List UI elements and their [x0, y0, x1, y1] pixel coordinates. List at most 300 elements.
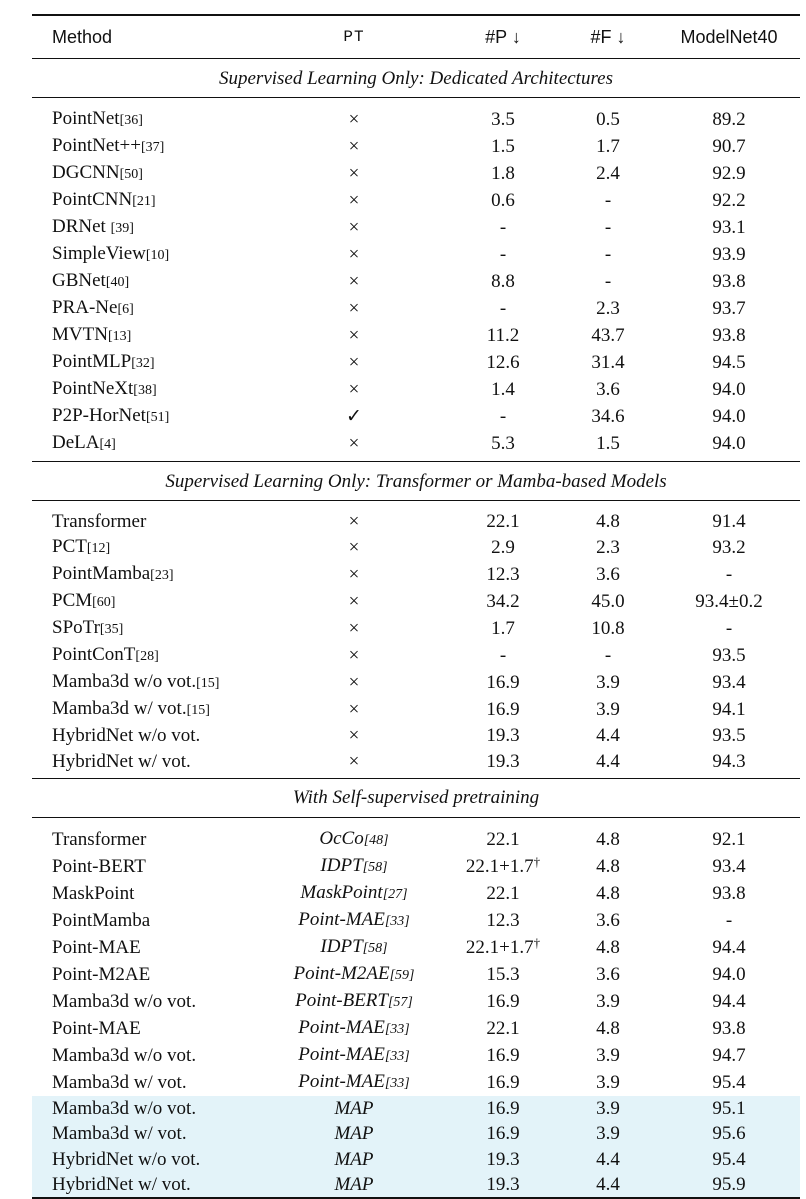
flops-cell: 3.6	[596, 909, 620, 931]
params-value: 22.1+1.7	[465, 936, 534, 958]
pretrain-cell	[260, 561, 448, 588]
accuracy-cell: 94.4	[712, 990, 746, 1012]
method-citation: [60]	[92, 595, 116, 611]
method-cell	[32, 349, 260, 376]
accuracy-cell: 93.9	[712, 244, 746, 265]
params-value: 5.3	[491, 433, 515, 454]
table-row	[32, 1096, 800, 1121]
params-cell	[448, 696, 558, 723]
pretrain-cell	[260, 853, 448, 880]
method-cell	[32, 187, 260, 214]
flops-cell: 4.8	[596, 1017, 620, 1039]
flops-cell: 3.9	[558, 1121, 658, 1146]
table-row	[32, 1172, 800, 1198]
method-cell	[32, 322, 260, 349]
pretrain-cell	[260, 588, 448, 615]
method-cell	[32, 749, 260, 774]
method-name: DRNet	[52, 216, 111, 237]
params-cell	[448, 880, 558, 907]
section-title: With Self-supervised pretraining	[32, 778, 800, 817]
pretrain-citation: [27]	[382, 886, 408, 902]
method-name: PointMamba	[52, 563, 151, 585]
method-cell	[32, 696, 260, 723]
params-value: 12.6	[486, 352, 520, 373]
accuracy-cell: 92.2	[712, 190, 746, 211]
table-row	[32, 826, 800, 853]
spacer-cell	[32, 98, 800, 107]
method-cell	[32, 1096, 260, 1121]
pretrain-name: Point-MAE	[298, 1070, 385, 1092]
accuracy-cell: 93.8	[712, 882, 746, 904]
method-citation: [12]	[86, 541, 111, 557]
method-name: HybridNet w/ vot.	[52, 750, 191, 772]
pretrain-mark: ×	[348, 618, 360, 640]
table-row	[32, 561, 800, 588]
pretrain-cell	[260, 295, 448, 322]
table-row	[32, 615, 800, 642]
params-cell	[448, 1172, 558, 1198]
method-name: Point-BERT	[52, 855, 146, 877]
params-cell	[448, 160, 558, 187]
section-title: Supervised Learning Only: Dedicated Architectures	[32, 59, 800, 98]
accuracy-cell: 92.1	[712, 828, 746, 850]
flops-cell: 0.5	[596, 109, 620, 130]
flops-cell: 4.8	[596, 855, 620, 877]
method-cell	[32, 534, 260, 561]
pretrain-citation: [57]	[387, 994, 413, 1010]
pretrain-cell	[260, 749, 448, 774]
flops-cell: 34.6	[591, 406, 625, 427]
params-value: -	[499, 645, 507, 667]
accuracy-cell: 93.4	[712, 672, 746, 694]
page-footer-crop	[0, 1178, 806, 1184]
params-value: 8.8	[491, 271, 515, 292]
table-row	[32, 322, 800, 349]
section-header-row	[32, 778, 800, 817]
table-row	[32, 1146, 800, 1171]
pretrain-citation: [33]	[384, 913, 410, 929]
table-row	[32, 696, 800, 723]
table-row	[32, 907, 800, 934]
accuracy-cell: 94.1	[712, 699, 746, 721]
flops-cell: 3.6	[596, 564, 620, 586]
flops-cell: 1.7	[596, 136, 620, 157]
method-cell	[32, 880, 260, 907]
table-row	[32, 853, 800, 880]
spacer-cell	[32, 817, 800, 826]
method-name: Transformer	[52, 511, 147, 533]
header-method: Method	[32, 15, 260, 59]
accuracy-cell: -	[725, 909, 733, 931]
flops-cell: -	[604, 217, 612, 238]
pretrain-name: Point-MAE	[298, 1043, 385, 1065]
method-cell	[32, 669, 260, 696]
params-value: 16.9	[486, 672, 520, 694]
table-row	[32, 295, 800, 322]
pretrain-name: IDPT	[320, 935, 363, 957]
flops-cell: 3.9	[596, 990, 620, 1012]
flops-cell: 4.4	[558, 1172, 658, 1198]
method-name: Mamba3d w/o vot.	[52, 1098, 197, 1120]
method-cell	[32, 1146, 260, 1171]
method-name: Point-MAE	[52, 936, 141, 958]
params-value: 1.8	[491, 163, 515, 184]
pretrain-cell	[260, 961, 448, 988]
pretrain-cell	[260, 1015, 448, 1042]
pretrain-method	[294, 963, 415, 984]
method-name: PointNeXt	[52, 378, 134, 399]
params-cell	[448, 1015, 558, 1042]
accuracy-cell: -	[725, 564, 733, 586]
accuracy-cell: 94.0	[712, 433, 746, 454]
pretrain-method	[334, 1149, 373, 1170]
dagger-mark: †	[533, 853, 541, 869]
method-citation: [39]	[110, 221, 134, 236]
table-row	[32, 403, 800, 430]
method-citation: [32]	[131, 356, 155, 371]
accuracy-cell: 93.8	[712, 271, 746, 292]
params-value: 22.1	[486, 828, 520, 850]
flops-cell: -	[604, 271, 612, 292]
pretrain-method	[319, 828, 388, 849]
pretrain-cell	[260, 1172, 448, 1198]
params-value: 15.3	[486, 963, 520, 985]
pretrain-name: MAP	[334, 1123, 374, 1145]
params-value: 19.3	[486, 1148, 520, 1170]
section-spacer	[32, 98, 800, 107]
accuracy-cell: 93.2	[712, 537, 746, 559]
pretrain-name: Point-M2AE	[293, 962, 390, 984]
method-name: SimpleView	[52, 243, 146, 264]
pretrain-name: Point-MAE	[298, 1016, 385, 1038]
pretrain-mark: ×	[348, 433, 360, 454]
flops-cell: 2.4	[596, 163, 620, 184]
method-name: Mamba3d w/o vot.	[52, 1044, 197, 1066]
pretrain-name: MAP	[334, 1173, 374, 1195]
method-citation: [36]	[119, 113, 143, 128]
pretrain-method	[334, 1098, 373, 1119]
flops-cell: 4.8	[596, 936, 620, 958]
accuracy-cell: 94.0	[712, 963, 746, 985]
flops-cell: -	[604, 190, 612, 211]
accuracy-cell: 94.4	[712, 936, 746, 958]
pretrain-cell	[260, 1096, 448, 1121]
pretrain-cell	[260, 696, 448, 723]
pretrain-cell	[260, 349, 448, 376]
method-name: PointNet++	[52, 135, 141, 156]
pretrain-citation: [58]	[362, 859, 388, 875]
method-name: PointNet	[52, 108, 120, 129]
method-name: Mamba3d w/ vot.	[52, 1071, 187, 1093]
method-name: SPoTr	[52, 617, 100, 639]
table-row	[32, 961, 800, 988]
flops-cell: 4.4	[596, 750, 620, 772]
pretrain-cell	[260, 322, 448, 349]
pretrain-citation: [48]	[363, 832, 389, 848]
method-cell	[32, 1015, 260, 1042]
method-citation: [28]	[135, 649, 159, 665]
pretrain-mark: ×	[348, 725, 360, 747]
params-value: 0.6	[491, 190, 515, 211]
table-row	[32, 749, 800, 774]
flops-cell: 10.8	[591, 618, 625, 640]
method-name: Mamba3d w/ vot.	[52, 1123, 187, 1145]
pretrain-citation: [33]	[384, 1048, 410, 1064]
params-value: 22.1	[486, 1017, 520, 1039]
params-cell	[448, 133, 558, 160]
pretrain-method	[295, 990, 413, 1011]
pretrain-cell	[260, 133, 448, 160]
method-name: PointMLP	[52, 351, 132, 372]
method-name: P2P-HorNet	[52, 405, 146, 426]
params-cell	[448, 214, 558, 241]
pretrain-mark: ×	[348, 750, 360, 772]
method-citation: [38]	[133, 383, 157, 398]
flops-cell: 3.9	[558, 1096, 658, 1121]
section-spacer	[32, 817, 800, 826]
accuracy-cell: 94.3	[712, 750, 746, 772]
accuracy-cell: 95.1	[658, 1096, 800, 1121]
params-value: 22.1	[486, 882, 520, 904]
table-body	[32, 59, 800, 1199]
header-dataset: ModelNet40	[658, 15, 800, 59]
flops-cell: 3.9	[596, 672, 620, 694]
header-pt: PT	[260, 15, 448, 59]
pretrain-cell	[260, 1042, 448, 1069]
method-name: PRA-Ne	[52, 297, 118, 318]
params-cell	[448, 187, 558, 214]
table-row	[32, 187, 800, 214]
params-cell	[448, 642, 558, 669]
method-name: PointConT	[52, 644, 136, 666]
accuracy-cell: 92.9	[712, 163, 746, 184]
pretrain-method	[298, 1044, 409, 1065]
method-cell	[32, 588, 260, 615]
method-cell	[32, 214, 260, 241]
pretrain-mark: ×	[348, 352, 360, 373]
pretrain-cell	[260, 642, 448, 669]
accuracy-cell: 93.4	[712, 855, 746, 877]
pretrain-mark: ×	[348, 325, 360, 346]
pretrain-cell	[260, 509, 448, 534]
pretrain-cell	[260, 826, 448, 853]
pretrain-cell	[260, 907, 448, 934]
pretrain-mark: ×	[348, 244, 360, 265]
method-name: PCM	[52, 590, 93, 612]
params-cell	[448, 376, 558, 403]
method-cell	[32, 376, 260, 403]
accuracy-cell: 94.5	[712, 352, 746, 373]
params-value: 16.9	[486, 1071, 520, 1093]
accuracy-cell: 93.5	[712, 725, 746, 747]
table-row	[32, 214, 800, 241]
method-name: Point-MAE	[52, 1017, 141, 1039]
accuracy-cell: 94.7	[712, 1044, 746, 1066]
method-name: GBNet	[52, 270, 106, 291]
accuracy-cell: 94.0	[712, 406, 746, 427]
method-name: MVTN	[52, 324, 108, 345]
results-table	[32, 14, 800, 1199]
params-cell	[448, 509, 558, 534]
pretrain-cell	[260, 214, 448, 241]
params-cell	[448, 403, 558, 430]
params-value: -	[499, 217, 507, 238]
pretrain-mark: ×	[348, 190, 360, 211]
accuracy-cell: 93.7	[712, 298, 746, 319]
method-citation: [51]	[145, 410, 170, 425]
flops-cell: 3.9	[596, 699, 620, 721]
params-value: -	[499, 244, 507, 265]
flops-cell: 3.9	[596, 1071, 620, 1093]
method-cell	[32, 907, 260, 934]
params-value: 34.2	[486, 591, 520, 613]
params-cell	[448, 934, 558, 961]
method-cell	[32, 403, 260, 430]
pretrain-citation: [33]	[384, 1075, 410, 1091]
accuracy-cell: 89.2	[712, 109, 746, 130]
pretrain-mark: ×	[348, 699, 360, 721]
pretrain-citation: [33]	[384, 1021, 410, 1037]
table-row	[32, 349, 800, 376]
section-header-row	[32, 462, 800, 501]
table-row	[32, 1121, 800, 1146]
pretrain-method	[298, 1071, 409, 1092]
method-cell	[32, 509, 260, 534]
pretrain-mark: ×	[348, 672, 360, 694]
pretrain-name: MAP	[334, 1148, 374, 1170]
method-name: DeLA	[52, 432, 100, 453]
accuracy-cell: 95.4	[712, 1071, 746, 1093]
accuracy-cell: 93.8	[712, 325, 746, 346]
params-cell	[448, 723, 558, 748]
pretrain-cell	[260, 268, 448, 295]
params-value: 1.7	[491, 618, 515, 640]
header-flops: #F ↓	[558, 15, 658, 59]
params-cell	[448, 561, 558, 588]
method-cell	[32, 934, 260, 961]
method-name: HybridNet w/ vot.	[52, 1173, 191, 1195]
flops-cell: 31.4	[591, 352, 625, 373]
accuracy-cell: 95.4	[658, 1146, 800, 1171]
table-row	[32, 376, 800, 403]
pretrain-cell	[260, 1121, 448, 1146]
params-cell	[448, 853, 558, 880]
pretrain-cell	[260, 241, 448, 268]
pretrain-cell	[260, 106, 448, 133]
pretrain-mark: ×	[348, 298, 360, 319]
pretrain-name: MaskPoint	[300, 881, 383, 903]
flops-cell: 45.0	[591, 591, 625, 613]
params-value: 16.9	[486, 1123, 520, 1145]
section-header-row	[32, 59, 800, 98]
pretrain-mark: ✓	[346, 406, 362, 427]
method-cell	[32, 988, 260, 1015]
flops-cell: -	[604, 244, 612, 265]
pretrain-citation: [58]	[362, 940, 388, 956]
params-value: 16.9	[486, 1044, 520, 1066]
method-name: PointCNN	[52, 189, 133, 210]
params-cell	[448, 1146, 558, 1171]
pretrain-method	[320, 855, 387, 876]
pretrain-cell	[260, 723, 448, 748]
params-cell	[448, 588, 558, 615]
table-row	[32, 534, 800, 561]
pretrain-method	[300, 882, 407, 903]
pretrain-cell	[260, 669, 448, 696]
pretrain-mark: ×	[348, 379, 360, 400]
params-cell	[448, 826, 558, 853]
method-cell	[32, 1069, 260, 1096]
params-value: 1.4	[491, 379, 515, 400]
flops-cell: 2.3	[596, 537, 620, 559]
table-row	[32, 934, 800, 961]
table-header	[32, 15, 800, 59]
method-cell	[32, 561, 260, 588]
pretrain-mark: ×	[348, 136, 360, 157]
method-cell	[32, 615, 260, 642]
params-cell	[448, 1121, 558, 1146]
pretrain-cell	[260, 187, 448, 214]
pretrain-mark: ×	[348, 511, 360, 533]
method-cell	[32, 853, 260, 880]
method-name: DGCNN	[52, 162, 120, 183]
params-value: -	[499, 298, 507, 319]
table-row	[32, 642, 800, 669]
pretrain-cell	[260, 376, 448, 403]
pretrain-mark: ×	[348, 109, 360, 130]
params-cell	[448, 615, 558, 642]
pretrain-cell	[260, 430, 448, 457]
params-value: 22.1+1.7	[465, 855, 534, 877]
pretrain-name: Point-BERT	[295, 989, 388, 1011]
method-name: HybridNet w/o vot.	[52, 1148, 201, 1170]
method-name: Mamba3d w/o vot.	[52, 671, 197, 693]
accuracy-cell: 94.0	[712, 379, 746, 400]
accuracy-cell: 95.9	[658, 1172, 800, 1198]
params-cell	[448, 907, 558, 934]
table-row	[32, 241, 800, 268]
method-citation: [50]	[119, 167, 143, 182]
method-cell	[32, 1172, 260, 1198]
params-cell	[448, 749, 558, 774]
pretrain-citation: [59]	[389, 967, 415, 983]
table-row	[32, 430, 800, 457]
flops-cell: 4.8	[596, 828, 620, 850]
table-row	[32, 133, 800, 160]
params-value: 16.9	[486, 990, 520, 1012]
params-value: 22.1	[486, 511, 520, 533]
accuracy-cell: -	[725, 618, 733, 640]
pretrain-cell	[260, 534, 448, 561]
params-cell	[448, 349, 558, 376]
params-cell	[448, 1069, 558, 1096]
pretrain-mark: ×	[348, 645, 360, 667]
method-cell	[32, 1042, 260, 1069]
pretrain-mark: ×	[348, 271, 360, 292]
params-value: 16.9	[486, 699, 520, 721]
table-row	[32, 509, 800, 534]
params-value: 2.9	[491, 537, 515, 559]
params-value: 19.3	[486, 750, 520, 772]
params-value: 1.5	[491, 136, 515, 157]
pretrain-method	[298, 1017, 409, 1038]
flops-cell: 2.3	[596, 298, 620, 319]
params-cell	[448, 1096, 558, 1121]
pretrain-cell	[260, 403, 448, 430]
pretrain-cell	[260, 615, 448, 642]
method-name: Mamba3d w/ vot.	[52, 698, 187, 720]
method-citation: [6]	[117, 302, 134, 317]
